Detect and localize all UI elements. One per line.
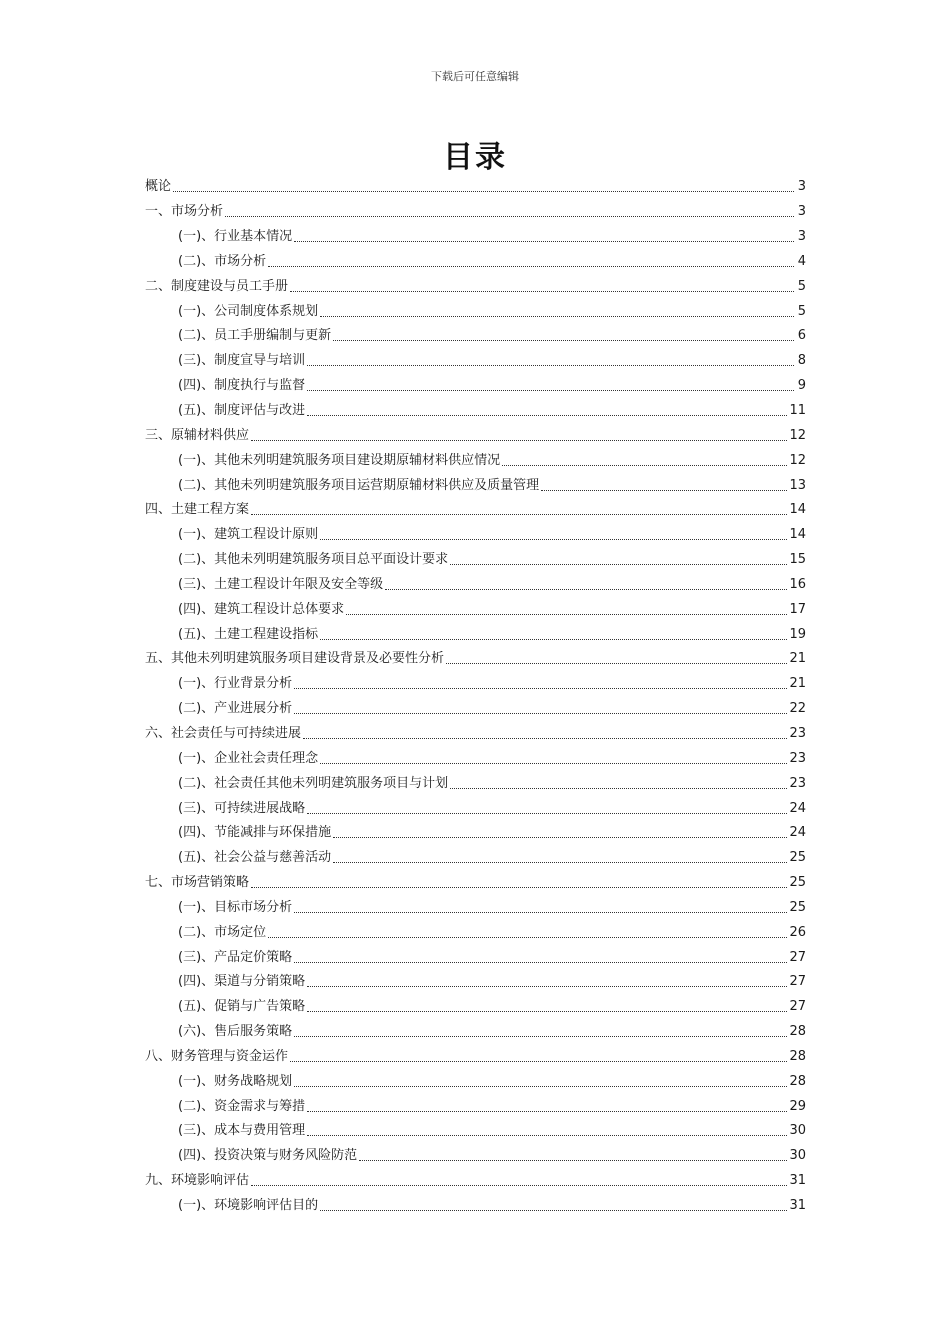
toc-entry-label: (五)、社会公益与慈善活动 (178, 850, 332, 866)
toc-entry-label: (四)、制度执行与监督 (178, 378, 306, 394)
toc-dot-leader (320, 304, 794, 320)
toc-dot-leader (294, 676, 787, 692)
toc-dot-leader (307, 353, 794, 369)
toc-entry[interactable] (145, 1094, 806, 1119)
toc-entry-label: (三)、可持续进展战略 (178, 800, 306, 816)
toc-entry[interactable] (145, 1020, 806, 1045)
toc-entry-label: (一)、目标市场分析 (178, 899, 293, 915)
toc-entry-page-number: 3 (797, 204, 806, 220)
toc-entry-page-number: 23 (789, 750, 806, 766)
toc-entry[interactable] (145, 970, 806, 995)
toc-entry-label: (一)、建筑工程设计原则 (178, 527, 319, 543)
toc-dot-leader (251, 502, 787, 518)
toc-dot-leader (320, 751, 787, 767)
toc-entry-label: (三)、制度宣导与培训 (178, 353, 306, 369)
toc-entry-page-number: 8 (797, 353, 806, 369)
toc-dot-leader (303, 726, 787, 742)
toc-entry-label: 三、原辅材料供应 (145, 427, 250, 443)
toc-entry-label: (二)、其他未列明建筑服务项目总平面设计要求 (178, 552, 449, 568)
toc-entry-page-number: 25 (789, 899, 806, 915)
toc-entry[interactable] (145, 672, 806, 697)
toc-entry[interactable] (145, 871, 806, 896)
toc-entry-label: (五)、土建工程建设指标 (178, 626, 319, 642)
toc-dot-leader (307, 1099, 787, 1115)
toc-entry-label: (三)、土建工程设计年限及安全等级 (178, 576, 384, 592)
toc-entry-page-number: 24 (789, 800, 806, 816)
toc-entry-label: (一)、财务战略规划 (178, 1073, 293, 1089)
toc-entry-page-number: 25 (789, 875, 806, 891)
toc-entry-label: 六、社会责任与可持续进展 (145, 725, 302, 741)
toc-dot-leader (294, 1024, 787, 1040)
toc-entry-label: (一)、行业基本情况 (178, 229, 293, 245)
toc-entry[interactable] (145, 1169, 806, 1194)
toc-entry-page-number: 3 (797, 229, 806, 245)
toc-dot-leader (333, 825, 787, 841)
toc-dot-leader (450, 776, 787, 792)
toc-entry-label: (二)、市场定位 (178, 924, 267, 940)
toc-entry-page-number: 17 (789, 601, 806, 617)
toc-entry[interactable] (145, 945, 806, 970)
toc-entry[interactable] (145, 697, 806, 722)
toc-dot-leader (173, 179, 794, 195)
toc-entry[interactable] (145, 548, 806, 573)
toc-entry[interactable] (145, 1119, 806, 1144)
toc-entry-label: 概论 (145, 179, 172, 195)
toc-entry-page-number: 21 (789, 651, 806, 667)
toc-entry-page-number: 30 (789, 1148, 806, 1164)
toc-entry-label: (四)、渠道与分销策略 (178, 974, 306, 990)
toc-dot-leader (290, 279, 794, 295)
toc-entry-label: 二、制度建设与员工手册 (145, 278, 289, 294)
toc-entry-label: 七、市场营销策略 (145, 875, 250, 891)
toc-dot-leader (346, 602, 787, 618)
toc-entry-page-number: 16 (789, 576, 806, 592)
toc-entry[interactable] (145, 299, 806, 324)
toc-entry-label: (四)、建筑工程设计总体要求 (178, 601, 345, 617)
toc-dot-leader (320, 627, 787, 643)
toc-entry-label: (五)、促销与广告策略 (178, 999, 306, 1015)
toc-entry-page-number: 31 (789, 1173, 806, 1189)
toc-entry-page-number: 31 (789, 1198, 806, 1214)
toc-entry-label: (四)、节能减排与环保措施 (178, 825, 332, 841)
toc-entry[interactable] (145, 1045, 806, 1070)
toc-dot-leader (307, 999, 787, 1015)
toc-entry[interactable] (145, 473, 806, 498)
toc-entry-page-number: 28 (789, 1048, 806, 1064)
toc-dot-leader (333, 850, 787, 866)
toc-dot-leader (450, 552, 787, 568)
toc-dot-leader (385, 577, 787, 593)
toc-entry-label: (二)、市场分析 (178, 253, 267, 269)
toc-entry-page-number: 11 (789, 403, 806, 419)
toc-entry-page-number: 9 (797, 378, 806, 394)
toc-dot-leader (320, 1198, 787, 1214)
toc-dot-leader (320, 527, 787, 543)
toc-dot-leader (446, 651, 787, 667)
toc-entry-label: (一)、行业背景分析 (178, 676, 293, 692)
toc-entry[interactable] (145, 647, 806, 672)
toc-entry-label: (三)、产品定价策略 (178, 949, 293, 965)
toc-entry-page-number: 28 (789, 1024, 806, 1040)
toc-entry[interactable] (145, 175, 806, 200)
toc-entry[interactable] (145, 995, 806, 1020)
table-of-contents (145, 175, 806, 1218)
toc-entry[interactable] (145, 1194, 806, 1219)
toc-entry-page-number: 6 (797, 328, 806, 344)
toc-dot-leader (541, 478, 787, 494)
toc-entry-label: (一)、公司制度体系规划 (178, 303, 319, 319)
toc-dot-leader (251, 875, 787, 891)
toc-entry[interactable] (145, 622, 806, 647)
toc-dot-leader (307, 974, 787, 990)
toc-entry-label: (二)、社会责任其他未列明建筑服务项目与计划 (178, 775, 449, 791)
toc-entry[interactable] (145, 895, 806, 920)
toc-entry-page-number: 28 (789, 1073, 806, 1089)
toc-entry[interactable] (145, 399, 806, 424)
toc-dot-leader (268, 925, 787, 941)
toc-entry[interactable] (145, 349, 806, 374)
toc-entry[interactable] (145, 523, 806, 548)
toc-entry-label: (二)、产业进展分析 (178, 701, 293, 717)
toc-entry-label: (一)、其他未列明建筑服务项目建设期原辅材料供应情况 (178, 452, 501, 468)
toc-dot-leader (251, 428, 787, 444)
toc-entry[interactable] (145, 821, 806, 846)
toc-entry-page-number: 12 (789, 427, 806, 443)
toc-entry[interactable] (145, 846, 806, 871)
toc-entry[interactable] (145, 324, 806, 349)
toc-entry-page-number: 13 (789, 477, 806, 493)
toc-entry-page-number: 5 (797, 303, 806, 319)
toc-entry[interactable] (145, 225, 806, 250)
toc-dot-leader (307, 801, 787, 817)
toc-entry-label: (六)、售后服务策略 (178, 1024, 293, 1040)
toc-entry-label: 八、财务管理与资金运作 (145, 1048, 289, 1064)
toc-entry[interactable] (145, 573, 806, 598)
toc-entry-page-number: 23 (789, 775, 806, 791)
toc-entry-page-number: 4 (797, 253, 806, 269)
toc-entry-label: (一)、环境影响评估目的 (178, 1198, 319, 1214)
toc-dot-leader (307, 378, 794, 394)
toc-entry-page-number: 27 (789, 974, 806, 990)
toc-entry[interactable] (145, 920, 806, 945)
toc-entry[interactable] (145, 722, 806, 747)
toc-entry-page-number: 25 (789, 850, 806, 866)
toc-dot-leader (294, 229, 794, 245)
toc-entry-page-number: 23 (789, 725, 806, 741)
toc-dot-leader (307, 1123, 787, 1139)
toc-dot-leader (294, 1074, 787, 1090)
toc-entry[interactable] (145, 597, 806, 622)
toc-entry-page-number: 29 (789, 1098, 806, 1114)
toc-dot-leader (359, 1148, 787, 1164)
toc-entry-page-number: 14 (789, 502, 806, 518)
toc-dot-leader (294, 701, 787, 717)
toc-entry[interactable] (145, 1144, 806, 1169)
toc-entry-page-number: 3 (797, 179, 806, 195)
toc-dot-leader (307, 403, 787, 419)
toc-entry-page-number: 19 (789, 626, 806, 642)
toc-entry-page-number: 30 (789, 1123, 806, 1139)
toc-entry-label: (二)、资金需求与筹措 (178, 1098, 306, 1114)
toc-entry[interactable] (145, 250, 806, 275)
toc-entry-label: (五)、制度评估与改进 (178, 403, 306, 419)
toc-entry-page-number: 14 (789, 527, 806, 543)
toc-entry[interactable] (145, 374, 806, 399)
toc-dot-leader (502, 453, 787, 469)
toc-dot-leader (225, 204, 794, 220)
toc-entry[interactable] (145, 423, 806, 448)
toc-entry-label: (三)、成本与费用管理 (178, 1123, 306, 1139)
toc-title: 目录 (443, 140, 507, 175)
toc-dot-leader (333, 328, 794, 344)
toc-entry-page-number: 15 (789, 552, 806, 568)
toc-entry-page-number: 22 (789, 701, 806, 717)
toc-entry[interactable] (145, 771, 806, 796)
toc-entry-label: (二)、其他未列明建筑服务项目运营期原辅材料供应及质量管理 (178, 477, 540, 493)
toc-entry[interactable] (145, 448, 806, 473)
header-note: 下载后可任意编辑 (431, 70, 519, 83)
toc-entry[interactable] (145, 274, 806, 299)
toc-entry-page-number: 24 (789, 825, 806, 841)
toc-entry-label: 五、其他未列明建筑服务项目建设背景及必要性分析 (145, 651, 445, 667)
toc-dot-leader (251, 1173, 787, 1189)
toc-dot-leader (294, 950, 787, 966)
toc-dot-leader (290, 1049, 787, 1065)
toc-entry[interactable] (145, 1069, 806, 1094)
toc-entry-page-number: 12 (789, 452, 806, 468)
toc-entry[interactable] (145, 746, 806, 771)
toc-entry-page-number: 27 (789, 949, 806, 965)
toc-entry-page-number: 26 (789, 924, 806, 940)
toc-entry-label: (二)、员工手册编制与更新 (178, 328, 332, 344)
toc-entry-label: 一、市场分析 (145, 204, 224, 220)
toc-entry-page-number: 5 (797, 278, 806, 294)
toc-entry-label: 四、土建工程方案 (145, 502, 250, 518)
toc-entry-label: (一)、企业社会责任理念 (178, 750, 319, 766)
toc-entry-label: 九、环境影响评估 (145, 1173, 250, 1189)
toc-entry-label: (四)、投资决策与财务风险防范 (178, 1148, 358, 1164)
toc-entry-page-number: 21 (789, 676, 806, 692)
toc-entry[interactable] (145, 200, 806, 225)
toc-entry[interactable] (145, 796, 806, 821)
toc-entry[interactable] (145, 498, 806, 523)
toc-entry-page-number: 27 (789, 999, 806, 1015)
toc-dot-leader (294, 900, 787, 916)
toc-dot-leader (268, 254, 794, 270)
